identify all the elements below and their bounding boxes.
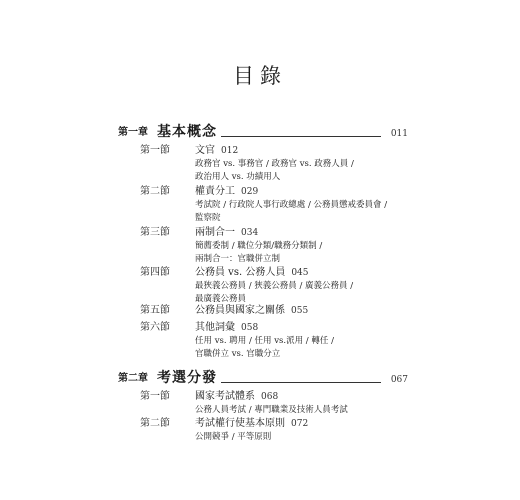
section-page-number: 072 [291, 419, 309, 429]
section-title: 公務員與國家之關係 [195, 305, 285, 316]
leader-line [221, 382, 381, 383]
section-label: 第六節 [140, 322, 170, 333]
section-subtopics: 最廣義公務員 [195, 294, 247, 304]
toc-section[interactable] [140, 303, 400, 318]
toc-section[interactable] [140, 416, 400, 444]
chapter-title: 考選分發 [157, 370, 217, 386]
section-label: 第四節 [140, 267, 170, 278]
section-subtopics: 政治用人 vs. 功績用人 [195, 172, 281, 182]
toc-section[interactable] [140, 225, 400, 266]
section-page-number: 068 [261, 392, 279, 402]
section-label: 第三節 [140, 227, 170, 238]
toc-section[interactable] [140, 389, 400, 417]
section-title: 文官 [195, 145, 215, 156]
chapter-heading[interactable] [118, 122, 408, 140]
section-subtopics: 公務人員考試 / 專門職業及技術人員考試 [195, 405, 348, 415]
section-label: 第二節 [140, 418, 170, 429]
toc-section[interactable] [140, 265, 400, 306]
section-title: 兩制合一 [195, 227, 235, 238]
section-title: 考試權行使基本原則 [195, 418, 285, 429]
section-page-number: 034 [241, 228, 259, 238]
section-subtopics: 官職併立 vs. 官職分立 [195, 349, 281, 359]
section-label: 第一節 [140, 391, 170, 402]
toc-section[interactable] [140, 184, 400, 225]
chapter-label: 第二章 [118, 373, 148, 384]
section-page-number: 058 [241, 323, 259, 333]
chapter-heading[interactable] [118, 368, 408, 386]
section-title: 權責分工 [195, 186, 235, 197]
section-title: 公務員 vs. 公務人員 [195, 267, 286, 278]
section-subtopics: 簡薦委制 / 職位分類/職務分類制 / [195, 241, 323, 251]
page-title: 目錄 [233, 64, 287, 88]
section-subtopics: 監察院 [195, 213, 221, 223]
leader-line [221, 136, 381, 137]
toc-section[interactable] [140, 143, 400, 184]
section-page-number: 012 [221, 146, 239, 156]
chapter-title: 基本概念 [157, 124, 217, 140]
toc-section[interactable] [140, 320, 400, 361]
section-page-number: 045 [291, 268, 309, 278]
section-title: 國家考試體系 [195, 391, 255, 402]
chapter-label: 第一章 [118, 127, 148, 138]
section-label: 第一節 [140, 145, 170, 156]
section-page-number: 029 [241, 187, 259, 197]
section-label: 第五節 [140, 305, 170, 316]
section-page-number: 055 [291, 306, 309, 316]
section-label: 第二節 [140, 186, 170, 197]
section-subtopics: 任用 vs. 聘用 / 任用 vs.派用 / 轉任 / [195, 336, 334, 346]
chapter-page-number: 011 [390, 129, 408, 139]
section-subtopics: 政務官 vs. 事務官 / 政務官 vs. 政務人員 / [195, 159, 354, 169]
section-subtopics: 考試院 / 行政院人事行政總處 / 公務員懲戒委員會 / [195, 200, 388, 210]
chapter-page-number: 067 [390, 375, 408, 385]
section-subtopics: 最狹義公務員 / 狹義公務員 / 廣義公務員 / [195, 281, 354, 291]
section-subtopics: 公開競爭 / 平等原則 [195, 432, 272, 442]
section-subtopics: 兩制合一：官職併立制 [195, 254, 281, 264]
section-title: 其他詞彙 [195, 322, 235, 333]
